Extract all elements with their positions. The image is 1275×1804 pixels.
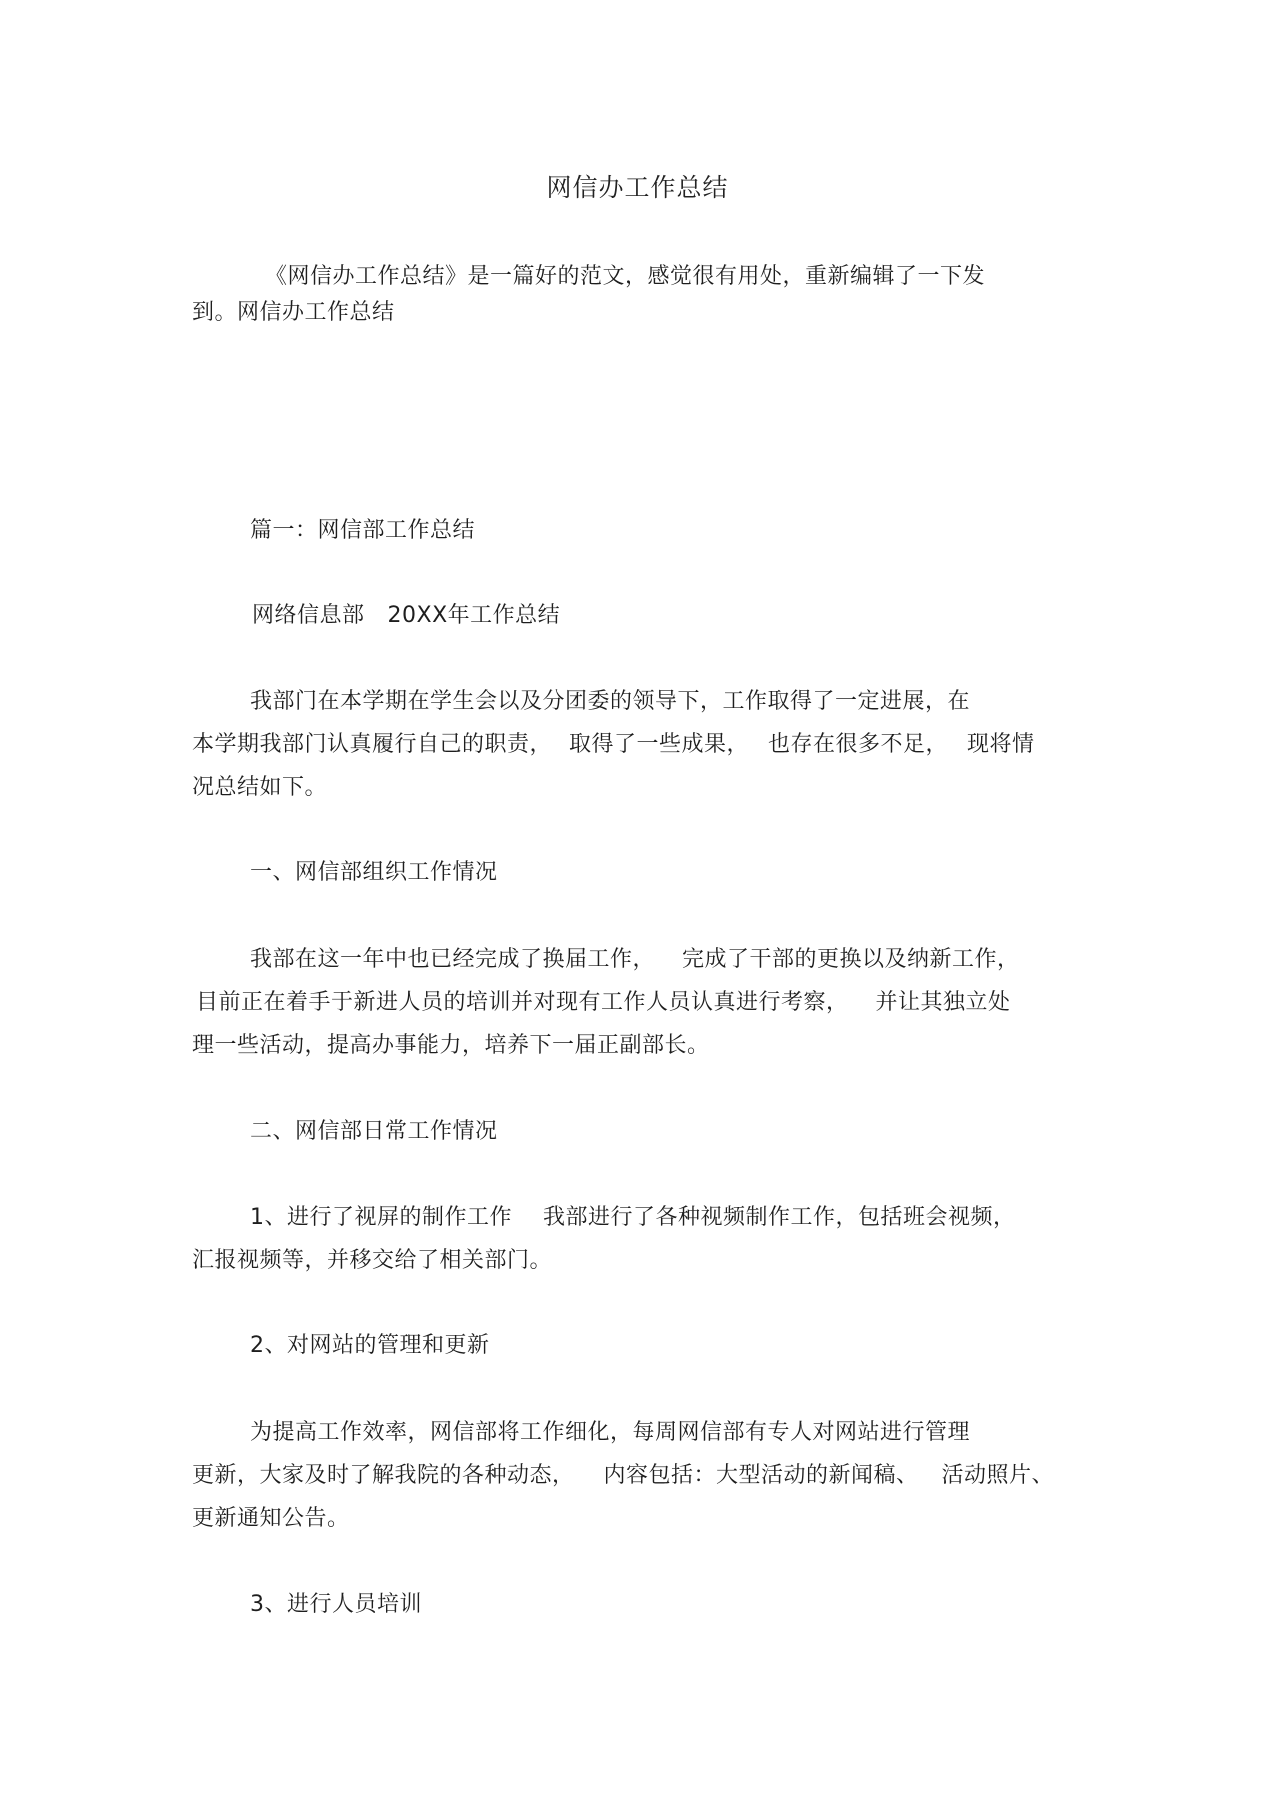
- item3-heading: 3、进行人员培训: [250, 1592, 422, 1617]
- para2-line-2-b: 并让其独立处: [875, 990, 1011, 1015]
- para1-line-3: 况总结如下。: [192, 775, 328, 800]
- para1-line-2-d: 现将情: [967, 732, 1035, 757]
- para3-line-2-a: 更新，大家及时了解我院的各种动态，: [192, 1463, 575, 1488]
- para3-line-1: 为提高工作效率，网信部将工作细化，每周网信部有专人对网站进行管理: [250, 1420, 971, 1445]
- intro-line-1: 《网信办工作总结》是一篇好的范文，感觉很有用处，重新编辑了一下发: [265, 264, 986, 289]
- para1-line-2-c: 也存在很多不足，: [768, 732, 949, 757]
- heading-2: 二、网信部日常工作情况: [250, 1119, 498, 1144]
- para2-line-1-a: 我部在这一年中也已经完成了换届工作，: [250, 947, 656, 972]
- heading-1: 一、网信部组织工作情况: [250, 860, 498, 885]
- subtitle-prefix: 网络信息部: [252, 603, 365, 628]
- para2-line-2: [196, 988, 1011, 1018]
- para3-line-2-c: 活动照片、: [941, 1463, 1055, 1488]
- item1-line-1-a: 1、进行了视屏的制作工作: [250, 1205, 512, 1230]
- para1-line-2-b: 取得了一些成果，: [569, 732, 750, 757]
- para2-line-3: 理一些活动，提高办事能力，培养下一届正副部长。: [192, 1033, 710, 1058]
- section-heading: 篇一：网信部工作总结: [250, 518, 476, 543]
- item1-line-1: [250, 1203, 1016, 1233]
- para2-line-1-b: 完成了干部的更换以及纳新工作，: [682, 947, 1020, 972]
- para2-line-1: [250, 945, 1020, 975]
- item1-line-1-b: 我部进行了各种视频制作工作，包括班会视频，: [543, 1205, 1016, 1230]
- document-title: 网信办工作总结: [546, 173, 729, 202]
- para1-line-2: [192, 730, 1035, 760]
- subtitle: [252, 601, 560, 631]
- item1-line-2: 汇报视频等，并移交给了相关部门。: [192, 1248, 553, 1273]
- para2-line-2-a: 目前正在着手于新进人员的培训并对现有工作人员认真进行考察，: [196, 990, 849, 1015]
- para3-line-2-b: 内容包括：大型活动的新闻稿、: [603, 1463, 919, 1488]
- para3-line-2: [192, 1461, 1054, 1491]
- para3-line-3: 更新通知公告。: [192, 1506, 350, 1531]
- intro-line-2: 到。网信办工作总结: [192, 300, 395, 325]
- subtitle-year: 20XX年工作总结: [387, 603, 561, 628]
- para1-line-1: 我部门在本学期在学生会以及分团委的领导下，工作取得了一定进展，在: [250, 689, 971, 714]
- para1-line-2-a: 本学期我部门认真履行自己的职责，: [192, 732, 553, 757]
- item2-heading: 2、对网站的管理和更新: [250, 1333, 490, 1358]
